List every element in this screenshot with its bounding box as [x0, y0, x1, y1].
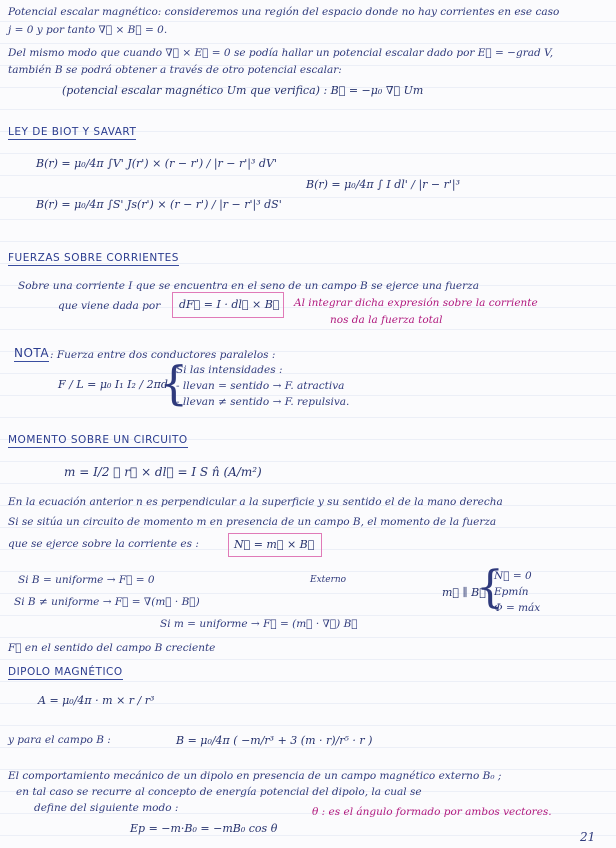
parallel-case-3: Φ = máx: [494, 602, 541, 614]
fuerzas-line-1: Sobre una corriente I que se encuentra en el seno de un campo B se ejerce una fuerza: [18, 280, 479, 292]
dipolo-eq-A: A = μ₀/4π · m × r / r³: [38, 694, 155, 707]
force-formula-box: [172, 292, 284, 318]
biot-eq-volume: B(r) = μ₀/4π ∫V' J(r') × (r − r') / |r − r'|³ dV': [36, 157, 277, 170]
intro-line-3: Del mismo modo que cuando ∇⃗ × E⃗ = 0 se podía hallar un potencial escalar dado por E⃗ = −grad V,: [8, 47, 554, 59]
biot-eq-line: B(r) = μ₀/4π ∫ I dl' / |r − r'|³: [306, 178, 461, 191]
intro-line-5: (potencial escalar magnético Um que verifica) : B⃗ = −μ₀ ∇⃗ Um: [62, 84, 424, 97]
externo-label: Externo: [310, 575, 347, 585]
fuerzas-heading: FUERZAS SOBRE CORRIENTES: [8, 252, 179, 264]
nota-case-2: - llevan = sentido → F. atractiva: [176, 380, 345, 392]
torque-formula-box: [228, 533, 322, 557]
intro-line-2: j = 0 y por tanto ∇⃗ × B⃗ = 0.: [8, 24, 168, 36]
fuerzas-line-2: que viene dada por: [58, 300, 161, 312]
biot-savart-heading: LEY DE BIOT Y SAVART: [8, 126, 137, 138]
fuerzas-note-2: nos da la fuerza total: [330, 314, 443, 326]
uniforme-case-1: Si B = uniforme → F⃗ = 0: [18, 574, 155, 586]
torque-formula: N⃗ = m⃗ × B⃗: [234, 538, 315, 551]
dipolo-line-3: define del siguiente modo :: [34, 802, 179, 814]
dipolo-eq-energy: Ep = −m·B₀ = −mB₀ cos θ: [130, 822, 278, 835]
nota-fraction: F / L = μ₀ I₁ I₂ / 2πd: [58, 378, 168, 391]
nota-line-1: : Fuerza entre dos conductores paralelos :: [50, 349, 276, 361]
force-direction-line: F⃗ en el sentido del campo B creciente: [8, 642, 216, 654]
intro-line-4: también B se podrá obtener a través de otro potencial escalar:: [8, 64, 342, 76]
dipolo-campo-label: y para el campo B :: [8, 734, 111, 746]
momento-eq: m = I/2 ∮ r⃗ × dl⃗ = I S n̂ (A/m²): [64, 465, 262, 479]
momento-line-2: Si se sitúa un circuito de momento m en presencia de un campo B, el momento de la fuerza: [8, 516, 497, 528]
uniforme-case-3: Si m = uniforme → F⃗ = (m⃗ · ∇⃗) B⃗: [160, 618, 358, 630]
momento-line-3: que se ejerce sobre la corriente es :: [8, 538, 199, 550]
theta-note: θ : es el ángulo formado por ambos vectores.: [312, 806, 552, 818]
nota-label: NOTA: [14, 346, 50, 360]
momento-line-1: En la ecuación anterior n es perpendicular a la superficie y su sentido el de la mano derecha: [8, 496, 503, 508]
parallel-brace: {: [476, 562, 504, 613]
parallel-case-2: Epmín: [494, 586, 529, 598]
dipolo-eq-B: B = μ₀/4π ( −m/r³ + 3 (m · r)/r⁵ · r ): [176, 734, 373, 747]
intro-line-1: Potencial escalar magnético: consideremos una región del espacio donde no hay corrientes en ese caso: [8, 6, 560, 18]
fuerzas-note-1: Al integrar dicha expresión sobre la corriente: [294, 297, 538, 309]
force-formula: dF⃗ = I · dl⃗ × B⃗: [179, 298, 280, 311]
parallel-label: m⃗ ∥ B⃗: [442, 586, 486, 599]
biot-eq-surface: B(r) = μ₀/4π ∫S' Js(r') × (r − r') / |r − r'|³ dS': [36, 198, 282, 211]
dipolo-heading: DIPOLO MAGNÉTICO: [8, 666, 123, 678]
dipolo-line-1: El comportamiento mecánico de un dipolo en presencia de un campo magnético externo B₀ ;: [8, 770, 502, 782]
nota-case-3: - llevan ≠ sentido → F. repulsiva.: [176, 396, 350, 408]
nota-case-1: Si las intensidades :: [176, 364, 283, 376]
page-number: 21: [580, 830, 596, 844]
nota-brace: {: [159, 356, 189, 410]
dipolo-line-2: en tal caso se recurre al concepto de energía potencial del dipolo, la cual se: [16, 786, 422, 798]
uniforme-case-2: Si B ≠ uniforme → F⃗ = ∇(m⃗ · B⃗): [14, 596, 200, 608]
momento-heading: MOMENTO SOBRE UN CIRCUITO: [8, 434, 188, 446]
parallel-case-1: N⃗ = 0: [494, 570, 532, 582]
